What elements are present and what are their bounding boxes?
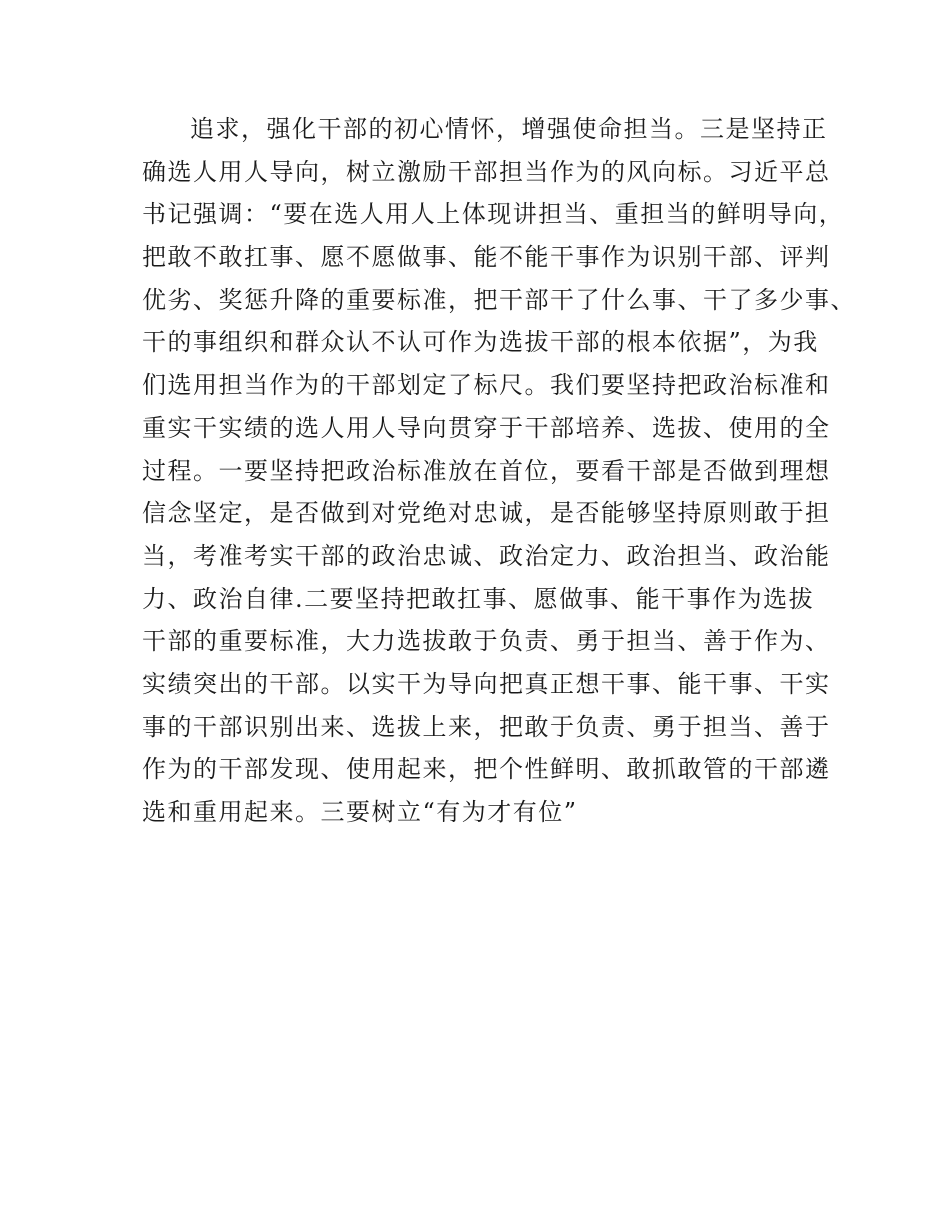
text-line: 实绩突出的干部。以实干为导向把真正想干事、能干事、干实 bbox=[142, 669, 831, 698]
text-line: 干的事组织和群众认不认可作为选拔干部的根本依据”，为我 bbox=[142, 328, 819, 357]
text-line: 书记强调：“要在选人用人上体现讲担当、重担当的鲜明导向， bbox=[142, 200, 845, 229]
text-line: 把敢不敢扛事、愿不愿做事、能不能干事作为识别干部、评判 bbox=[142, 243, 831, 272]
text-line: 过程。一要坚持把政治标准放在首位，要看干部是否做到理想 bbox=[142, 456, 831, 485]
text-line: 当，考准考实干部的政治忠诚、政治定力、政治担当、政治能 bbox=[142, 541, 831, 570]
text-line: 们选用担当作为的干部划定了标尺。我们要坚持把政治标准和 bbox=[142, 371, 831, 400]
text-line: 力、政治自律.二要坚持把敢扛事、愿做事、能干事作为选拔 bbox=[142, 584, 815, 613]
text-line: 信念坚定，是否做到对党绝对忠诚，是否能够坚持原则敢于担 bbox=[142, 499, 831, 528]
text-line: 干部的重要标准，大力选拔敢于负责、勇于担当、善于作为、 bbox=[142, 627, 831, 656]
text-line: 追求，强化干部的初心情怀，增强使命担当。三是坚持正 bbox=[190, 115, 828, 143]
text-line: 事的干部识别出来、选拔上来，把敢于负责、勇于担当、善于 bbox=[142, 712, 831, 741]
text-line: 重实干实绩的选人用人导向贯穿于干部培养、选拔、使用的全 bbox=[142, 413, 831, 442]
text-line: 选和重用起来。三要树立“有为才有位” bbox=[142, 798, 578, 826]
text-line: 确选人用人导向，树立激励干部担当作为的风向标。习近平总 bbox=[142, 157, 831, 186]
body-paragraph bbox=[142, 108, 856, 834]
text-line: 作为的干部发现、使用起来，把个性鲜明、敢抓敢管的干部遴 bbox=[142, 755, 831, 784]
text-line: 优劣、奖惩升降的重要标准，把干部干了什么事、干了多少事、 bbox=[142, 285, 856, 314]
